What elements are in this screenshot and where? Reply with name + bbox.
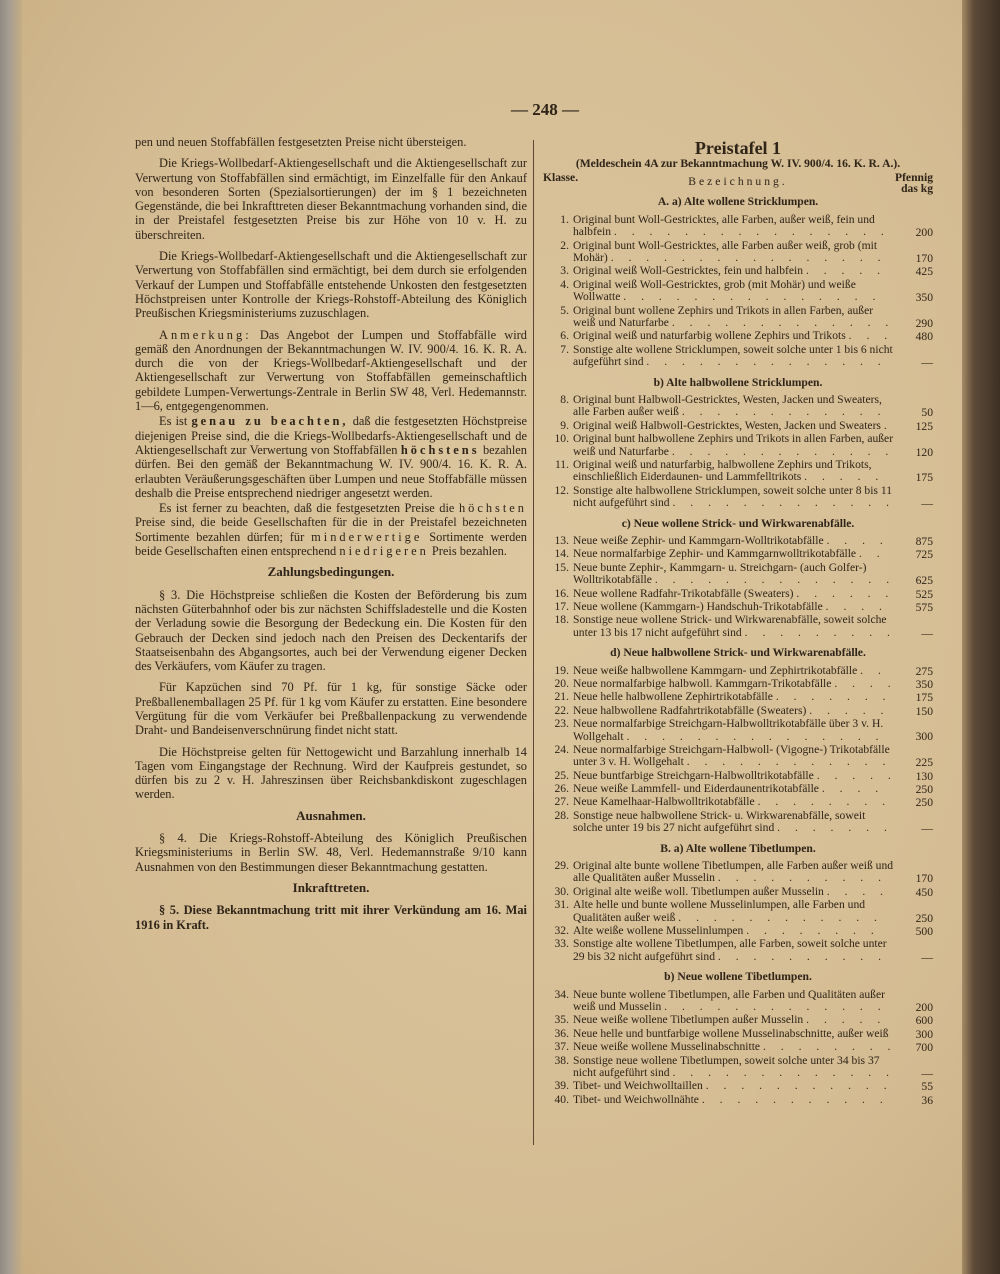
row-number: 21. (554, 690, 569, 704)
table-row (543, 330, 933, 343)
row-number: 37. (554, 1040, 569, 1054)
table-row (543, 1041, 933, 1054)
table-row (543, 691, 933, 704)
row-price: 290 (915, 316, 933, 330)
description-text: Original weiß und naturfarbig, halbwollene Zephirs und Trikots, einschließlich Eiderdaunen- und Lammfelltrikots (573, 458, 872, 484)
row-description (573, 601, 897, 614)
dot-leader: . . . . . . . . . . . . . . (646, 355, 887, 369)
paragraph (135, 501, 527, 558)
text: Es ist ferner zu beachten, daß die festgesetzten Preise die (159, 501, 455, 516)
row-number: 20. (554, 676, 569, 690)
description-text: Neue helle und buntfarbige wollene Musselinabschnitte, außer weiß (573, 1027, 889, 1040)
dot-leader: . . . . . . . . . . (717, 871, 887, 885)
row-price: — (921, 497, 933, 511)
row-number: 36. (554, 1026, 569, 1040)
row-number: 24. (554, 742, 569, 756)
paragraph: Für Kapzüchen sind 70 Pf. für 1 kg, für sonstige Säcke oder Preßballenemballagen 25 Pf. für 1 kg vom Käufer zu erstatten. Eine besondere Vergütung für die vom Verkäufer bei Preßballenpackung zu verwendende Draht- und Bandeisenverschnürung findet nicht statt. (135, 680, 527, 738)
dot-leader: . . . . (834, 677, 897, 690)
dot-leader: . . . . . (806, 1014, 887, 1027)
emphasis: höchsten (458, 501, 527, 516)
row-number: 33. (554, 937, 569, 951)
description-text: Original weiß Woll-Gestricktes, grob (mit Mohär) und weiße Wollwatte (573, 278, 856, 304)
row-description (573, 810, 897, 836)
row-number: 38. (554, 1053, 569, 1067)
row-price: 250 (915, 783, 933, 797)
description-text: Neue Kamelhaar-Halbwolltrikotabfälle (573, 796, 755, 809)
table-row (543, 394, 933, 420)
table-row (543, 796, 933, 809)
table-row (543, 989, 933, 1015)
row-number: 16. (554, 586, 569, 600)
row-description (573, 305, 897, 331)
dot-leader: . . . . (826, 534, 889, 547)
emphasis: minderwertige (311, 529, 423, 544)
row-number: 40. (554, 1092, 569, 1106)
row-price: 625 (915, 574, 933, 588)
description-text: Neue weiße wollene Musselinabschnitte (573, 1041, 761, 1054)
table-subtitle: (Meldeschein 4A zur Bekanntmachung W. IV. 900/4. 16. K. R. A.). (575, 157, 901, 170)
dot-leader: . . . . . . . . . . . . . . . (626, 729, 885, 743)
row-price: 725 (915, 548, 933, 562)
table-row (543, 678, 933, 691)
table-row (543, 744, 933, 770)
row-description (573, 420, 897, 433)
dot-leader: . . . . . . . . . (744, 625, 896, 639)
description-text: Original bunt Halbwoll-Gestricktes, Westen, Jacken und Sweaters, alle Farben außer weiß (573, 393, 882, 419)
heading-exceptions: Ausnahmen. (296, 807, 366, 823)
row-number: 1. (560, 212, 569, 226)
table-row (543, 265, 933, 278)
row-number: 22. (554, 703, 569, 717)
paragraph: Die Kriegs-Wollbedarf-Aktiengesellschaft und die Aktiengesellschaft zur Verwertung von Stoffabfällen sind ermächtigt, bei dem durch sie erfolgenden Verkauf der Lumpen und Stoffabfälle entstehende Unkosten den festgesetzten Höchstpreisen unter Kontrolle der Kriegs-Rohstoff-Abteilung des Königlich Preußischen Kriegsministeriums zuzuschlagen. (135, 249, 527, 321)
table-row (543, 433, 933, 459)
emphasis: höchstens (400, 442, 480, 457)
dot-leader: . . . . . . . . . . . . . . (654, 573, 896, 587)
table-row (543, 562, 933, 588)
row-description (573, 1041, 897, 1054)
page-number: — 248 — (511, 100, 579, 119)
row-description (573, 1014, 897, 1027)
description-text: Neue weiße Zephir- und Kammgarn-Wolltrikotabfälle (573, 534, 824, 547)
table-row (543, 1028, 933, 1041)
description-text: Neue weiße Lammfell- und Eiderdaunentrikotabfälle (573, 783, 819, 796)
description-text: Sonstige neue wollene Tibetlumpen, soweit solche unter 34 bis 37 nicht aufgeführt sind (573, 1054, 880, 1080)
text: Es ist (159, 414, 188, 429)
row-price: 250 (915, 911, 933, 925)
dot-leader: . . . . . (804, 470, 885, 484)
table-row (543, 886, 933, 899)
row-description (573, 330, 897, 343)
description-text: Alte helle und bunte wollene Musselinlumpen, alle Farben und Qualitäten außer weiß (573, 899, 866, 924)
row-description (573, 899, 897, 925)
book-binding (0, 0, 22, 1274)
row-price: 600 (915, 1014, 933, 1028)
description-text: Sonstige alte wollene Tibetlumpen, alle Farben, soweit solche unter 29 bis 32 nicht aufgeführt sind (573, 938, 887, 963)
section-heading: b) Alte halbwollene Stricklumpen. (653, 375, 823, 389)
row-number: 7. (560, 342, 569, 356)
paragraph: § 3. Die Höchstpreise schließen die Kosten der Beförderung bis zum nächsten Güterbahnhof oder bis zur nächsten Schiffsladestelle und die Kosten der Verladung sowie die Besorgung der Bedeckung ein. Die Kosten für den Gebrauch der Decken sind jedoch nach den Preisen des Deckentarifs der Staatseisenbahn des Abgangsortes, auch bei der Verwendung eigener Decken des Verkäufers, vom Käufer zu tragen. (135, 587, 527, 674)
table-title: Preistafel 1 (694, 138, 782, 158)
row-number: 31. (554, 898, 569, 912)
row-price: — (921, 822, 933, 836)
table-row (543, 485, 933, 511)
row-number: 13. (554, 533, 569, 547)
row-description (573, 548, 897, 561)
dot-leader: . . . . . . . (777, 821, 893, 835)
description-text: Tibet- und Weichwollnähte (573, 1093, 699, 1106)
dot-leader: . . . . . (805, 265, 887, 278)
dot-leader: . . . . . . . . (746, 925, 880, 938)
description-text: Original alte weiße woll. Tibetlumpen außer Musselin (573, 885, 824, 898)
row-description (573, 1080, 897, 1093)
description-text: Neue halbwollene Radfahrtrikotabfälle (Sweaters) (573, 704, 807, 717)
row-description (573, 744, 897, 770)
row-number: 19. (554, 663, 569, 677)
row-price: 125 (915, 419, 933, 433)
row-price: — (921, 950, 933, 964)
table-row (543, 810, 933, 836)
dot-leader: . . . . . . . . (757, 796, 892, 809)
description-text: Original bunt wollene Zephirs und Trikots in allen Farben, außer weiß und Naturfarbe (573, 304, 874, 329)
row-price: 700 (915, 1041, 933, 1055)
description-text: Original weiß Halbwoll-Gestricktes, Westen, Jacken und Sweaters (573, 419, 881, 432)
paragraph: § 5. Diese Bekanntmachung tritt mit ihrer Verkündung am 16. Mai 1916 in Kraft. (135, 903, 527, 932)
row-description (573, 691, 897, 704)
description-text: Neue buntfarbige Streichgarn-Halbwolltrikotabfälle (573, 769, 814, 782)
section-heading: A. a) Alte wollene Stricklumpen. (657, 195, 819, 209)
row-price: 300 (915, 730, 933, 744)
row-description (573, 989, 897, 1015)
description-text: Neue wollene (Kammgarn-) Handschuh-Trikotabfälle (573, 600, 823, 613)
row-number: 18. (554, 613, 569, 627)
description-text: Sonstige neue halbwollene Strick- u. Wirkwarenabfälle, soweit solche unter 19 bis 27 nicht aufgeführt sind (573, 809, 866, 835)
row-description (573, 394, 897, 420)
column-divider (533, 140, 534, 1145)
dot-leader: . . . . . . . . . . . . . (672, 496, 895, 510)
dot-leader: . . . . . (816, 769, 897, 782)
dot-leader: . . . . . . . . (762, 1041, 897, 1054)
description-text: Neue normalfarbige Streichgarn-Halbwoll- (Vigogne-) Trikotabfälle unter 3 v. H. Wollgehalt (573, 743, 890, 769)
row-number: 4. (560, 277, 569, 291)
row-number: 27. (554, 795, 569, 809)
row-price: 36 (921, 1093, 933, 1107)
dot-leader: . . . . (826, 885, 890, 898)
description-text: Sonstige neue wollene Strick- und Wirkwarenabfälle, soweit solche unter 13 bis 17 nicht aufgeführt sind (573, 614, 887, 639)
table-row (543, 240, 933, 266)
dot-leader: . . . . . . . (775, 691, 892, 704)
row-number: 11. (554, 457, 569, 471)
row-number: 32. (554, 924, 569, 938)
table-row (543, 588, 933, 601)
row-number: 14. (554, 547, 569, 561)
description-text: Neue helle halbwollene Zephirtrikotabfälle (573, 691, 773, 704)
row-description (573, 886, 897, 899)
table-row (543, 899, 933, 925)
dot-leader: . . . . . . . . . . . . . . . . (613, 225, 890, 239)
row-description (573, 938, 897, 964)
description-text: Alte weiße wollene Musselinlumpen (573, 925, 744, 938)
section-heading: d) Neue halbwollene Strick- und Wirkwarenabfälle. (610, 646, 866, 660)
row-description (573, 705, 897, 718)
row-price: 575 (915, 600, 933, 614)
row-number: 29. (554, 859, 569, 873)
section-heading: b) Neue wollene Tibetlumpen. (664, 970, 812, 984)
row-price: 425 (915, 265, 933, 279)
row-number: 8. (560, 392, 569, 406)
row-description (573, 796, 897, 809)
text: Preise sind, die beide Gesellschaften für die in der Preistafel bezeichneten Sortimente bezahlen dürfen; für (135, 515, 527, 544)
section-heading: B. a) Alte wollene Tibetlumpen. (660, 841, 816, 855)
row-price: 200 (915, 226, 933, 240)
row-price: 525 (915, 587, 933, 601)
note-text: Das Angebot der Lumpen und Stoffabfälle wird gemäß den Anordnungen der Bekanntmachungen W. IV. 900/4. 16. K. R. A. durch die von der Kriegs-Wollbedarf-Aktiengesellschaft und der Aktiengesellschaft zur Verwertung von Stoffabfällen gemeinschaftlich gebildete Lumpen-Verwertungs-Zentrale in Berlin SW 48, Verl. Hedemannstr. 1—6, entgegengenommen. (135, 327, 527, 414)
row-description (573, 459, 897, 485)
row-price: 225 (915, 756, 933, 770)
description-text: Tibet- und Weichwolltaillen (573, 1080, 703, 1093)
row-number: 2. (560, 238, 569, 252)
table-row (543, 344, 933, 370)
left-column (135, 135, 527, 939)
description-text: Original bunt halbwollene Zephirs und Trikots in allen Farben, außer weiß und Naturfarbe (573, 433, 894, 458)
dot-leader: . . (860, 664, 887, 677)
dot-leader: . . . . . . . . . . . (701, 1093, 889, 1106)
description-text: Sonstige alte wollene Stricklumpen, soweit solche unter 1 bis 6 nicht aufgeführt sind (573, 343, 893, 369)
description-text: Neue weiße wollene Tibetlumpen außer Musselin (573, 1014, 804, 1027)
row-price: 350 (915, 677, 933, 691)
dot-leader: . . . (848, 330, 894, 343)
column-description: Bezeichnung. (688, 175, 788, 189)
row-description (573, 588, 897, 601)
row-price: 175 (915, 471, 933, 485)
paragraph: pen und neuen Stoffabfällen festgesetzten Preise nicht übersteigen. (135, 135, 467, 149)
table-row (543, 938, 933, 964)
table-row (543, 718, 933, 744)
paragraph (135, 414, 527, 500)
heading-effective: Inkrafttreten. (292, 879, 370, 895)
row-number: 9. (560, 418, 569, 432)
emphasis: niedrigeren (339, 544, 429, 559)
column-class: Klasse. (543, 171, 579, 185)
table-row (543, 214, 933, 240)
row-description (573, 1028, 897, 1041)
table-row (543, 1080, 933, 1093)
description-text: Neue weiße halbwollene Kammgarn- und Zephirtrikotabfälle (573, 664, 858, 677)
description-text: Original weiß und naturfarbig wollene Zephirs und Trikots (573, 330, 846, 343)
description-text: Neue normalfarbige Streichgarn-Halbwolltrikotabfälle über 3 v. H. Wollgehalt (573, 718, 884, 743)
dot-leader: . . . . . . . . . . . . . (664, 1000, 887, 1014)
row-description (573, 265, 897, 278)
row-price: 170 (915, 252, 933, 265)
dot-leader: . . . . (825, 600, 888, 613)
row-description (573, 718, 897, 744)
row-description (573, 214, 897, 240)
row-description (573, 344, 897, 370)
row-price: 480 (915, 330, 933, 344)
table-row (543, 860, 933, 886)
dot-leader: . . . . . . . . . . (717, 949, 887, 963)
row-price: 55 (921, 1080, 933, 1094)
description-text: Sonstige alte halbwollene Stricklumpen, soweit solche unter 8 bis 11 nicht aufgeführt sind (573, 484, 892, 510)
row-description (573, 485, 897, 511)
row-price: 200 (915, 1001, 933, 1015)
row-number: 15. (554, 560, 569, 574)
row-description (573, 535, 897, 548)
row-number: 39. (554, 1079, 569, 1093)
row-price: 150 (915, 704, 933, 718)
row-description (573, 925, 897, 938)
column-price: Pfennig das kg (894, 171, 933, 196)
dot-leader: . . . . (821, 783, 885, 796)
dot-leader: . . . . . . . . . . . . (686, 755, 892, 769)
row-number: 34. (554, 987, 569, 1001)
description-text: Original bunt Woll-Gestricktes, alle Farben, außer weiß, fein und halbfein (573, 213, 875, 239)
dot-leader: . . . . . . (796, 587, 895, 600)
row-price: 450 (915, 885, 933, 899)
table-row (543, 770, 933, 783)
table-row (543, 665, 933, 678)
row-number: 10. (554, 432, 569, 446)
row-price: 250 (915, 796, 933, 810)
table-row (543, 601, 933, 614)
row-price: — (921, 1067, 933, 1080)
dot-leader: . . (858, 548, 886, 561)
paragraph: Die Kriegs-Wollbedarf-Aktiengesellschaft und die Aktiengesellschaft zur Verwertung von Stoffabfällen sind ermächtigt, im Einzelfalle für den Ankauf von besonderen Sorten (Spezialsortierungen) der im § 1 bezeichneten Gegenstände, die bei Inkrafttreten dieser Bekanntmachung vorhanden sind, die in der Preistafel festgesetzten Preise bis zur Höhe von 10 v. H. zu überschreiten. (135, 156, 527, 242)
row-price: 175 (915, 691, 933, 705)
dot-leader: . (883, 419, 893, 432)
row-description (573, 433, 897, 459)
dot-leader: . . . . . . . . . . . . . . . (623, 290, 882, 304)
description-text: Neue normalfarbige halbwoll. Kammgarn-Trikotabfälle (573, 677, 832, 690)
row-number: 3. (560, 264, 569, 278)
row-number: 12. (554, 483, 569, 497)
table-header (543, 172, 933, 194)
dot-leader: . . . . . (809, 704, 890, 717)
row-price: 275 (915, 664, 933, 678)
row-price: 50 (921, 406, 933, 420)
row-price: 350 (915, 291, 933, 305)
table-row (543, 420, 933, 433)
row-number: 5. (560, 303, 569, 317)
price-table (543, 138, 933, 1107)
row-number: 26. (554, 782, 569, 796)
row-number: 17. (554, 599, 569, 613)
row-description (573, 665, 897, 678)
row-description (573, 614, 897, 640)
table-row (543, 535, 933, 548)
row-price: 120 (915, 445, 933, 459)
row-description (573, 770, 897, 783)
row-description (573, 1094, 897, 1107)
row-number: 6. (560, 329, 569, 343)
row-description (573, 860, 897, 886)
row-price: 130 (915, 769, 933, 783)
page-edge (962, 0, 1000, 1274)
table-row (543, 1055, 933, 1081)
row-price: — (921, 356, 933, 370)
row-number: 35. (554, 1013, 569, 1027)
section-heading: c) Neue wollene Strick- und Wirkwarenabfälle. (621, 516, 855, 530)
row-price: — (921, 626, 933, 640)
row-description (573, 240, 897, 266)
description-text: Neue bunte Zephir-, Kammgarn- u. Streichgarn- (auch Golfer-) Wolltrikotabfälle (573, 561, 867, 587)
dot-leader: . . . . . . . . . . . . . (671, 444, 895, 458)
table-row (543, 459, 933, 485)
row-price: 875 (915, 534, 933, 548)
description-text: Original bunt Woll-Gestricktes, alle Farben außer weiß, grob (mit Mohär) (573, 239, 878, 265)
note-label: Anmerkung: (159, 327, 252, 342)
text: Preis bezahlen. (431, 544, 507, 559)
note-paragraph (135, 328, 527, 414)
row-description (573, 279, 897, 305)
dot-leader: . . . . . . . . . . . . . (671, 316, 895, 329)
paragraph: Die Höchstpreise gelten für Nettogewicht und Barzahlung innerhalb 14 Tagen vom Eingangstage der Rechnung. Wird der Kaufpreis gestundet, so dürfen bis zu 2 v. H. Jahreszinsen über Reichsbankdiskont zugeschlagen werden. (135, 744, 527, 802)
table-row (543, 1014, 933, 1027)
description-text: Neue normalfarbige Zephir- und Kammgarnwolltrikotabfälle (573, 548, 857, 561)
description-text: Original alte bunte wollene Tibetlumpen, alle Farben außer weiß und alle Qualitäten außer Musselin (573, 860, 894, 885)
table-row (543, 279, 933, 305)
row-number: 25. (554, 768, 569, 782)
row-number: 23. (554, 717, 569, 731)
text: Sortimente werden beide Gesellschaften einen entsprechend (135, 529, 527, 559)
dot-leader: . . . . . . . . . . . (705, 1080, 893, 1093)
dot-leader: . . . . . . . . . . . . (681, 405, 887, 419)
paragraph: § 4. Die Kriegs-Rohstoff-Abteilung des Königlich Preußischen Kriegsministeriums in Berlin SW. 48, Verl. Hedemannstraße 9/10 kann Ausnahmen von den Bestimmungen dieser Bekanntmachung gestatten. (135, 831, 527, 874)
description-text: Neue bunte wollene Tibetlumpen, alle Farben und Qualitäten außer weiß und Musselin (573, 988, 885, 1014)
table-row (543, 614, 933, 640)
row-number: 30. (554, 884, 569, 898)
row-description (573, 678, 897, 691)
table-body (543, 196, 933, 1107)
row-price: 300 (915, 1027, 933, 1041)
table-row (543, 705, 933, 718)
table-row (543, 925, 933, 938)
row-description (573, 1055, 897, 1081)
text: daß die festgesetzten Höchstpreise diejenigen Preise sind, die die Kriegs-Wollbedarfs-Aktiengesellschaft und de Aktiengesellschaft zur Verwertung von Stoffabfällen (135, 414, 527, 457)
row-description (573, 562, 897, 588)
dot-leader: . . . . . . . . . . . . . (672, 1066, 895, 1080)
table-row (543, 1094, 933, 1107)
description-text: Neue wollene Radfahr-Trikotabfälle (Sweaters) (573, 587, 794, 600)
row-description (573, 783, 897, 796)
table-row (543, 305, 933, 331)
dot-leader: . . . . . . . . . . . . . . . . (610, 251, 887, 265)
dot-leader: . . . . . . . . . . . . (678, 910, 883, 924)
row-price: 170 (915, 872, 933, 886)
text: bezahlen dürfen. Bei den gemäß der Bekanntmachung W. IV. 900/4. 16. K. R. A. erlaubten Veräußerungsgeschäften über Lumpen und neue Stoffabfälle müssen deshalb die Preise entsprechend niedriger angesetzt werden. (135, 442, 527, 500)
row-price: 500 (915, 925, 933, 939)
emphasis: genau zu beachten, (191, 414, 349, 429)
description-text: Original weiß Woll-Gestricktes, fein und halbfein (573, 265, 804, 278)
row-number: 28. (554, 808, 569, 822)
table-row (543, 548, 933, 561)
heading-payment: Zahlungsbedingungen. (267, 564, 395, 580)
table-row (543, 783, 933, 796)
